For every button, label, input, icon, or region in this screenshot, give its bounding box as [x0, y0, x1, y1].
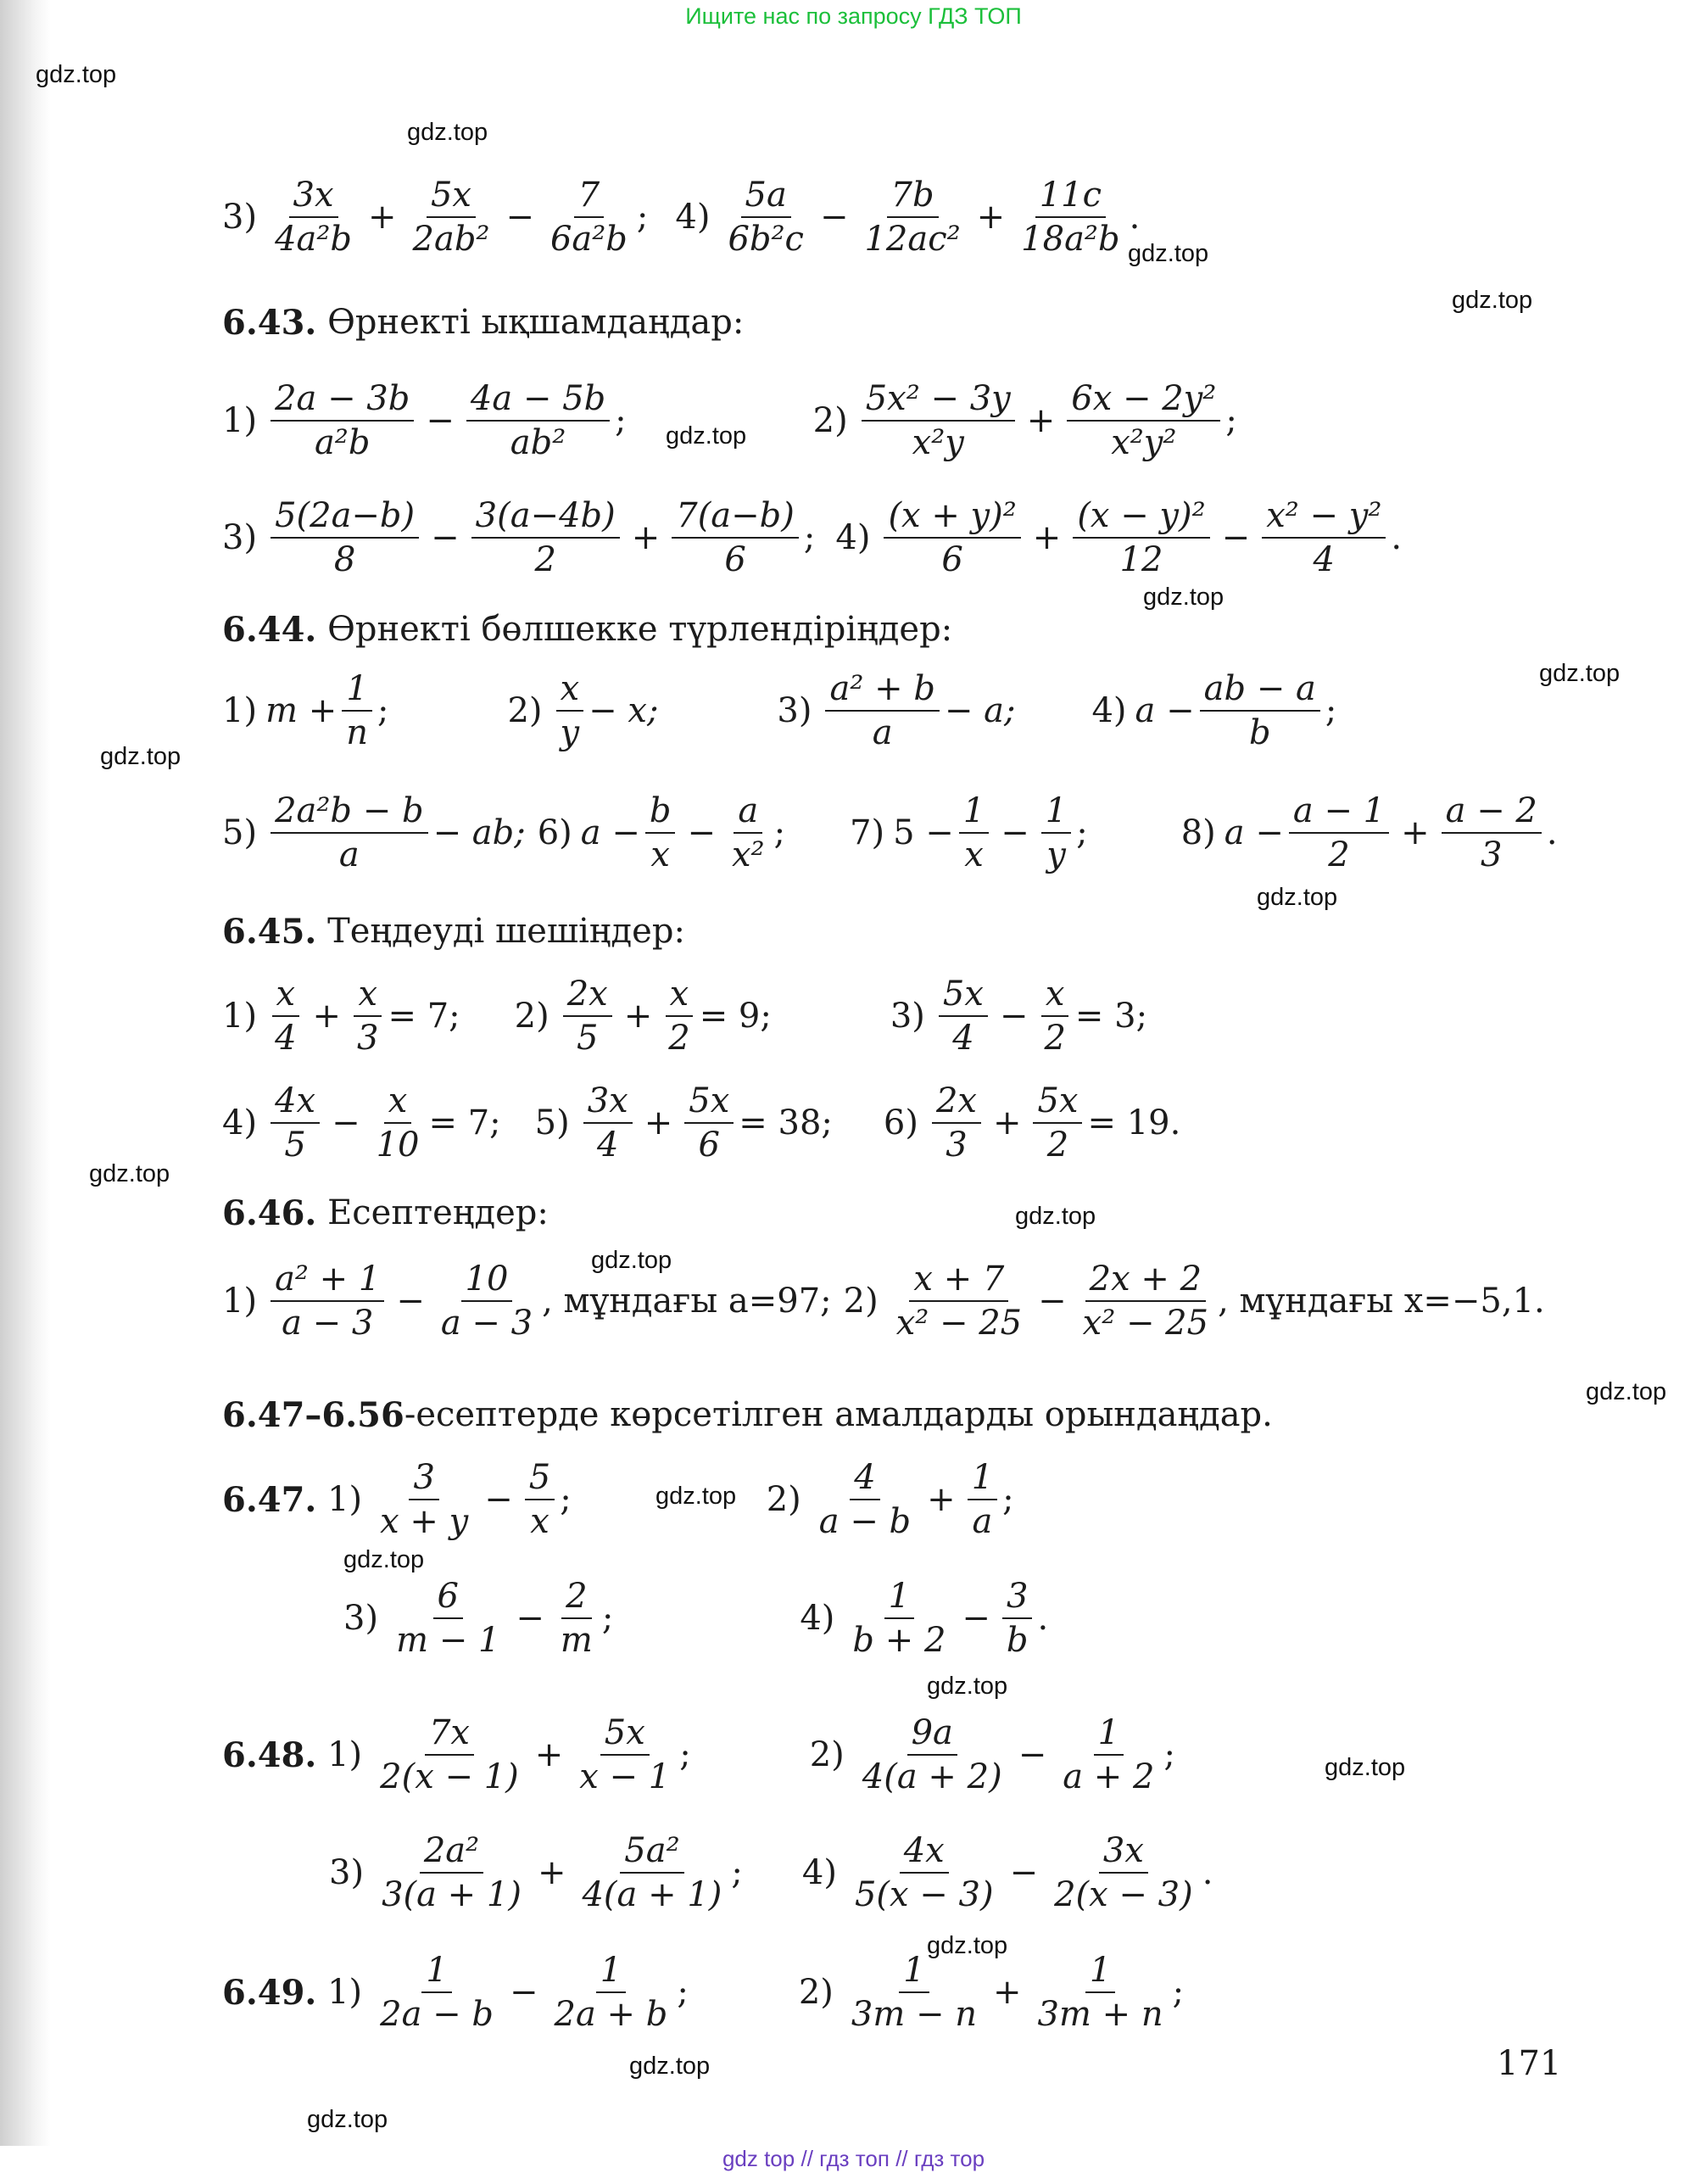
problem-6-48-row: 6.48. 1) 7x 2(x − 1) + $\frac{5x}{x - 1}$ ; 2) 9a 4(a + 2) − $\frac{1}{a + 2}$ ; [222, 1713, 1175, 1796]
watermark: gdz.top [100, 743, 181, 770]
fraction: $\frac{4a - 5b}{\text{ab²}}$ [466, 381, 610, 461]
problems-6-47-6-56-heading: 6.47–6.56 -есептерде көрсетілген амалдарды орындаңдар. [222, 1394, 1273, 1435]
fraction: 3x 4 [583, 1083, 633, 1163]
fraction: 4 a − b [818, 1458, 912, 1541]
watermark: gdz.top [927, 1673, 1008, 1700]
problem-6-44-heading: 6.44. Өрнекті бөлшекке түрлендіріңдер: [222, 609, 953, 650]
fraction: a² + 1 a − 3 [271, 1261, 384, 1341]
problem-6-46-heading: 6.46. Есептеңдер: [222, 1193, 549, 1233]
watermark: gdz.top [1257, 884, 1338, 911]
fraction: 1 2a − b [380, 1951, 494, 2034]
fraction: $\frac{\text{6x − 2y²}}{\text{x²y²}}$ [1067, 381, 1220, 461]
page-number: 171 [1497, 2044, 1562, 2083]
fraction: $\frac{7b}{\text{12ac²}}$ [864, 176, 961, 259]
problem-6-44-row: 5) 2a²b − b a − ab; 6) a − $\frac{b}{x}$ − $\frac{a}{\text{x²}}$ ; 7) 5 − $\frac{1}{x}$ − $\frac{1}{y}$ ; 8) a − $\frac{a - 1}{2}$ + $\frac{a - 2}{3}$ . [222, 791, 1558, 874]
watermark: gdz.top [1325, 1754, 1406, 1781]
header-banner: Ищите нас по запросу ГДЗ ТОП [685, 3, 1022, 29]
page-shadow [0, 0, 51, 2146]
fraction: $\frac{1}{n}$ [342, 671, 372, 751]
fraction: $\frac{b}{x}$ [645, 793, 676, 873]
fraction: 1 b + 2 [852, 1577, 946, 1660]
fraction: 2x 3 [932, 1083, 981, 1163]
problem-6-49-row: 6.49. 1) 1 2a − b − $\frac{1}{2a + b}$ ; 2) 1 3m − n + $\frac{1}{3m + n}$ ; [222, 1951, 1185, 2034]
problem-6-48-row: 3) 2a² 3(a + 1) + $\frac{\text{5a²}}{4(a + 1)}$ ; 4) 4x 5(x − 3) − $\frac{3x}{2(x - 3)}$ . [329, 1831, 1213, 1914]
fraction: 5x 4 [939, 976, 988, 1056]
fraction: $\frac{7(a-b)}{6}$ [672, 498, 799, 578]
watermark: gdz.top [1452, 287, 1533, 314]
watermark: gdz.top [407, 119, 488, 146]
fraction: $\frac{3x}{2(x - 3)}$ [1054, 1831, 1193, 1914]
watermark: gdz.top [1143, 584, 1224, 611]
watermark: gdz.top [1539, 660, 1621, 687]
problem-6-43-heading: 6.43. Өрнекті ықшамдаңдар: [222, 302, 745, 343]
fraction: 1 3m − n [851, 1951, 978, 2034]
fraction: $\frac{x}{2}$ [1040, 976, 1069, 1056]
watermark: gdz.top [1128, 240, 1209, 267]
fraction: 5a 6b²c [728, 176, 804, 259]
fraction: $\frac{\text{(x − y)²}}{12}$ [1073, 498, 1209, 578]
fraction: $\frac{5x}{x - 1}$ [579, 1713, 671, 1796]
watermark: gdz.top [591, 1247, 672, 1274]
problem-6-47-row: 6.47. 1) 3 x + y − $\frac{5}{x}$ ; 2) 4 a − b + $\frac{1}{a}$ ; [222, 1458, 1014, 1541]
fraction: x y [556, 671, 584, 751]
watermark: gdz.top [655, 1483, 737, 1510]
fraction: x + 7 x² − 25 [895, 1260, 1023, 1343]
fraction: 2a² 3(a + 1) [382, 1831, 522, 1914]
fraction: $\frac{2x + 2}{\text{x² − 25}}$ [1082, 1260, 1209, 1343]
fraction: $\frac{ab - a}{b}$ [1200, 671, 1320, 751]
fraction: 3x 4a²b [275, 176, 352, 259]
footer-link[interactable]: гдз топ [819, 2146, 890, 2171]
fraction: 9a 4(a + 2) [862, 1713, 1002, 1796]
fraction: 4x 5(x − 3) [854, 1831, 994, 1914]
footer-link[interactable]: gdz top [722, 2146, 795, 2171]
watermark: gdz.top [89, 1160, 170, 1187]
fraction: 5x² − 3y x²y [862, 381, 1015, 461]
watermark: gdz.top [1015, 1203, 1096, 1230]
fraction: $\frac{1}{a + 2}$ [1063, 1713, 1155, 1796]
fraction: (x + y)² 6 [884, 498, 1020, 578]
fraction: a² + b a [825, 671, 939, 751]
footer-link[interactable]: гдз тор [913, 2146, 985, 2171]
problem-6-47-row: 3) 6 m − 1 − $\frac{2}{m}$ ; 4) 1 b + 2 − $\frac{3}{b}$ . [343, 1577, 1049, 1660]
fraction: $\frac{x}{10}$ [376, 1081, 420, 1165]
fraction: $\frac{a - 2}{3}$ [1442, 793, 1542, 873]
footer-links: gdz top // гдз топ // гдз тор [722, 2146, 985, 2171]
fraction: $\frac{1}{a}$ [968, 1460, 997, 1539]
fraction: $\frac{x}{2}$ [664, 976, 694, 1056]
fraction: $\frac{1}{y}$ [1041, 793, 1071, 873]
fraction: 7x 2(x − 1) [380, 1713, 519, 1796]
fraction: $\frac{5}{x}$ [525, 1460, 555, 1539]
watermark: gdz.top [666, 422, 747, 450]
fraction: $\frac{7}{\text{6a²b}}$ [549, 176, 628, 259]
fraction: $\frac{5x}{6}$ [684, 1083, 734, 1163]
fraction: 2a − 3b a²b [271, 381, 414, 461]
watermark: gdz.top [36, 61, 117, 88]
problem-6-45-row: 4) 4x 5 − $\frac{x}{10}$ = 7; 5) 3x 4 + $\frac{5x}{6}$ = 38; 6) 2x 3 + $\frac{5x}{2}$ = 19. [222, 1081, 1181, 1165]
problem-6-43-row: 1) 2a − 3b a²b − $\frac{4a - 5b}{\text{ab²}}$ ; 2) 5x² − 3y x²y + $\frac{\text{6x − 2y²}}{\text{x²y²}}$ ; [222, 379, 1237, 462]
fraction: $\frac{3}{b}$ [1002, 1578, 1033, 1658]
fraction: x 4 [271, 976, 300, 1056]
fraction: $\frac{3(a-4b)}{2}$ [471, 498, 620, 578]
fraction: $\frac{5x}{\text{2ab²}}$ [412, 176, 490, 259]
watermark: gdz.top [927, 1932, 1008, 1959]
problem-6-45-row: 1) x 4 + $\frac{x}{3}$ = 7; 2) 2x 5 + $\frac{x}{2}$ = 9; 3) 5x 4 − $\frac{x}{2}$ = 3; [222, 975, 1148, 1058]
problem-6-46-row: 1) a² + 1 a − 3 − $\frac{10}{a - 3}$ , мұндағы a=97; 2) x + 7 x² − 25 − $\frac{2x + 2}{\text{x² − 25}}$ , мұндағы x=−5,1. [222, 1260, 1545, 1343]
fraction: $\frac{10}{a - 3}$ [440, 1260, 533, 1343]
fraction: 2x 5 [563, 976, 612, 1056]
watermark: gdz.top [629, 2053, 711, 2080]
fraction: 2a²b − b a [271, 793, 428, 873]
problem-6-44-row: 1) m + $\frac{1}{n}$ ; 2) x y − x; 3) a² + b a − a; 4) a − $\frac{ab - a}{b}$ ; [222, 669, 1337, 752]
fraction: $\frac{x}{3}$ [353, 976, 382, 1056]
fraction: $\frac{5x}{2}$ [1033, 1083, 1082, 1163]
fraction: $\frac{\text{x² − y²}}{4}$ [1262, 498, 1386, 578]
fraction: 6 m − 1 [396, 1577, 500, 1660]
fraction: $\frac{1}{3m + n}$ [1037, 1951, 1163, 2034]
problem-6-43-row: 3) 5(2a−b) 8 − $\frac{3(a-4b)}{2}$ + $\frac{7(a-b)}{6}$ ; 4) (x + y)² 6 + $\frac{\text{(x − y)²}}{12}$ − $\frac{\text{x² − y²}}{4}$ . [222, 496, 1403, 579]
problem-6-42-row: 3) 3x 4a²b + $\frac{5x}{\text{2ab²}}$ − $\frac{7}{\text{6a²b}}$ ; 4) 5a 6b²c − $\frac{7b}{\text{12ac²}}$ + $\frac{11c}{\text{18a²b}}$ . [222, 176, 1141, 259]
fraction: 5(2a−b) 8 [271, 498, 419, 578]
watermark: gdz.top [307, 2106, 388, 2133]
fraction: 3 x + y [380, 1458, 469, 1541]
fraction: 4x 5 [271, 1083, 320, 1163]
fraction: $\frac{2}{m}$ [560, 1577, 593, 1660]
problem-6-45-heading: 6.45. Теңдеуді шешіңдер: [222, 911, 685, 952]
fraction: $\frac{11c}{\text{18a²b}}$ [1021, 176, 1120, 259]
fraction: $\frac{a}{\text{x²}}$ [732, 791, 765, 874]
fraction: $\frac{1}{x}$ [959, 793, 989, 873]
watermark: gdz.top [343, 1546, 425, 1573]
fraction: $\frac{a - 1}{2}$ [1289, 793, 1389, 873]
fraction: $\frac{1}{2a + b}$ [554, 1951, 668, 2034]
watermark: gdz.top [1586, 1378, 1667, 1405]
fraction: $\frac{\text{5a²}}{4(a + 1)}$ [582, 1831, 722, 1914]
